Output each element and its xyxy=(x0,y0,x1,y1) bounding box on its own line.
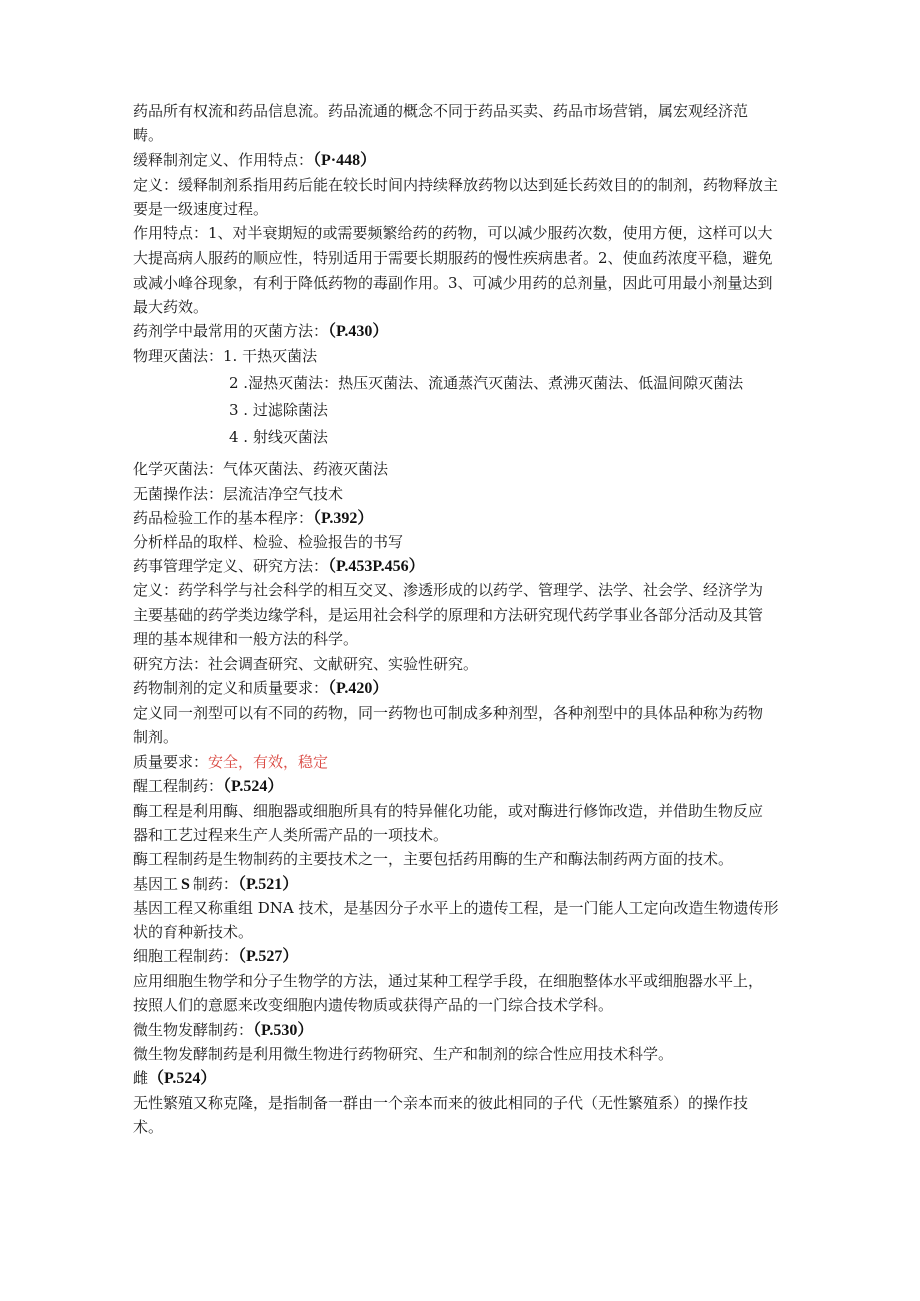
section-heading xyxy=(133,556,425,577)
highlighted-text: 安全，有效，稳定 xyxy=(208,753,329,771)
text-line: 微生物发酵制药是利用微生物进行药物研究、生产和制剂的综合性应用技术科学。 xyxy=(133,1045,674,1063)
text-line: 畴。 xyxy=(133,126,164,144)
text-line: 基因工程又称重组 DNA 技术，是基因分子水平上的遗传工程，是一门能人工定向改造生物遗传形 xyxy=(133,899,779,917)
page-reference: （P.392） xyxy=(313,510,374,527)
text-line: 状的育种新技术。 xyxy=(133,923,254,941)
text-line: 器和工艺过程来生产人类所需产品的一项技术。 xyxy=(133,826,449,844)
text-line: 化学灭菌法：气体灭菌法、药液灭菌法 xyxy=(133,460,389,478)
text-line: 分析样品的取样、检验、检验报告的书写 xyxy=(133,533,404,551)
text-line: 研究方法：社会调查研究、文献研究、实验性研究。 xyxy=(133,655,479,673)
page-reference: （P.521） xyxy=(237,876,299,893)
text-line: 术。 xyxy=(133,1118,164,1136)
heading-text: 制药： xyxy=(192,875,238,893)
text-line: 制剂。 xyxy=(133,728,179,746)
page-reference: （P.527） xyxy=(238,948,299,965)
text-line: 酶工程制药是生物制药的主要技术之一，主要包括药用酶的生产和酶法制药两方面的技术。 xyxy=(133,850,734,868)
page-reference: （P.530） xyxy=(253,1022,314,1039)
text-line: 作用特点：1、对半衰期短的或需要频繁给药的药物，可以减少服药次数，使用方便，这样可以大 xyxy=(133,224,773,242)
heading-text: 细胞工程制药： xyxy=(133,947,239,965)
list-item: 2 .湿热灭菌法：热压灭菌法、流通蒸汽灭菌法、煮沸灭菌法、低温间隙灭菌法 xyxy=(229,374,744,392)
section-heading xyxy=(133,150,376,171)
section-heading xyxy=(133,874,298,895)
page-reference: （P.453P.456） xyxy=(328,558,425,575)
page-reference: （P.524） xyxy=(223,778,284,795)
text-line: 或减小峰谷现象，有利于降低药物的毒副作用。3、可减少用药的总剂量，因此可用最小剂量达到 xyxy=(133,274,773,292)
heading-text: 药事管理学定义、研究方法： xyxy=(133,557,329,575)
text-line: 物理灭菌法：1. 干热灭菌法 xyxy=(133,347,318,365)
page-reference: （P.420） xyxy=(328,680,389,697)
heading-text: 基因工 xyxy=(133,875,179,893)
text-line: 无菌操作法：层流洁净空气技术 xyxy=(133,485,344,503)
heading-text: 药物制剂的定义和质量要求： xyxy=(133,679,329,697)
text-line: 最大药效。 xyxy=(133,298,209,316)
text-line: 药品所有权流和药品信息流。药品流通的概念不同于药品买卖、药品市场营销，属宏观经济范 xyxy=(133,102,749,120)
page-reference: （P·448） xyxy=(313,152,377,169)
text-line: 要是一级速度过程。 xyxy=(133,200,269,218)
section-heading xyxy=(133,946,298,967)
text-line: 定义：缓释制剂系指用药后能在较长时间内持续释放药物以达到延长药效目的的制剂，药物释放主 xyxy=(133,176,779,194)
heading-text: 药品检验工作的基本程序： xyxy=(133,509,314,527)
text-line: 无性繁殖又称克隆，是指制备一群由一个亲本而来的彼此相同的子代（无性繁殖系）的操作技 xyxy=(133,1094,749,1112)
text-line: 定义：药学科学与社会科学的相互交叉、渗透形成的以药学、管理学、法学、社会学、经济学为 xyxy=(133,581,764,599)
quality-requirement xyxy=(133,752,328,772)
heading-text: 雌 xyxy=(133,1069,149,1087)
label-text: 质量要求： xyxy=(133,753,209,771)
section-heading xyxy=(133,321,388,342)
section-heading xyxy=(133,1020,313,1041)
section-heading xyxy=(133,678,388,699)
text-line: 理的基本规律和一般方法的科学。 xyxy=(133,630,359,648)
section-heading xyxy=(133,508,373,529)
text-line: 定义同一剂型可以有不同的药物，同一药物也可制成多种剂型，各种剂型中的具体品种称为药物 xyxy=(133,704,764,722)
page-reference: （P.524） xyxy=(148,1070,217,1087)
list-item: 3 . 过滤除菌法 xyxy=(229,401,328,419)
text-line: 应用细胞生物学和分子生物学的方法，通过某种工程学手段，在细胞整体水平或细胞器水平上， xyxy=(133,972,764,990)
text-line: 主要基础的药学类边缘学科，是运用社会科学的原理和方法研究现代药学事业各部分活动及其管 xyxy=(133,606,764,624)
heading-text: 药剂学中最常用的灭菌方法： xyxy=(133,322,329,340)
heading-text: 醒工程制药： xyxy=(133,777,224,795)
text-line: 大提高病人服药的顺应性，特别适用于需要长期服药的慢性疾病患者。2、使血药浓度平稳，避免 xyxy=(133,249,773,267)
section-heading xyxy=(133,1068,216,1089)
text-line: 按照人们的意愿来改变细胞内遗传物质或获得产品的一门综合技术学科。 xyxy=(133,996,614,1014)
text-line: 酶工程是利用酶、细胞器或细胞所具有的特异催化功能，或对酶进行修饰改造，并借助生物反应 xyxy=(133,802,764,820)
section-heading xyxy=(133,776,283,797)
bold-letter: S xyxy=(181,876,190,893)
page-reference: （P.430） xyxy=(328,323,389,340)
list-item: 4 . 射线灭菌法 xyxy=(229,428,328,446)
heading-text: 微生物发酵制药： xyxy=(133,1021,254,1039)
heading-text: 缓释制剂定义、作用特点： xyxy=(133,151,314,169)
